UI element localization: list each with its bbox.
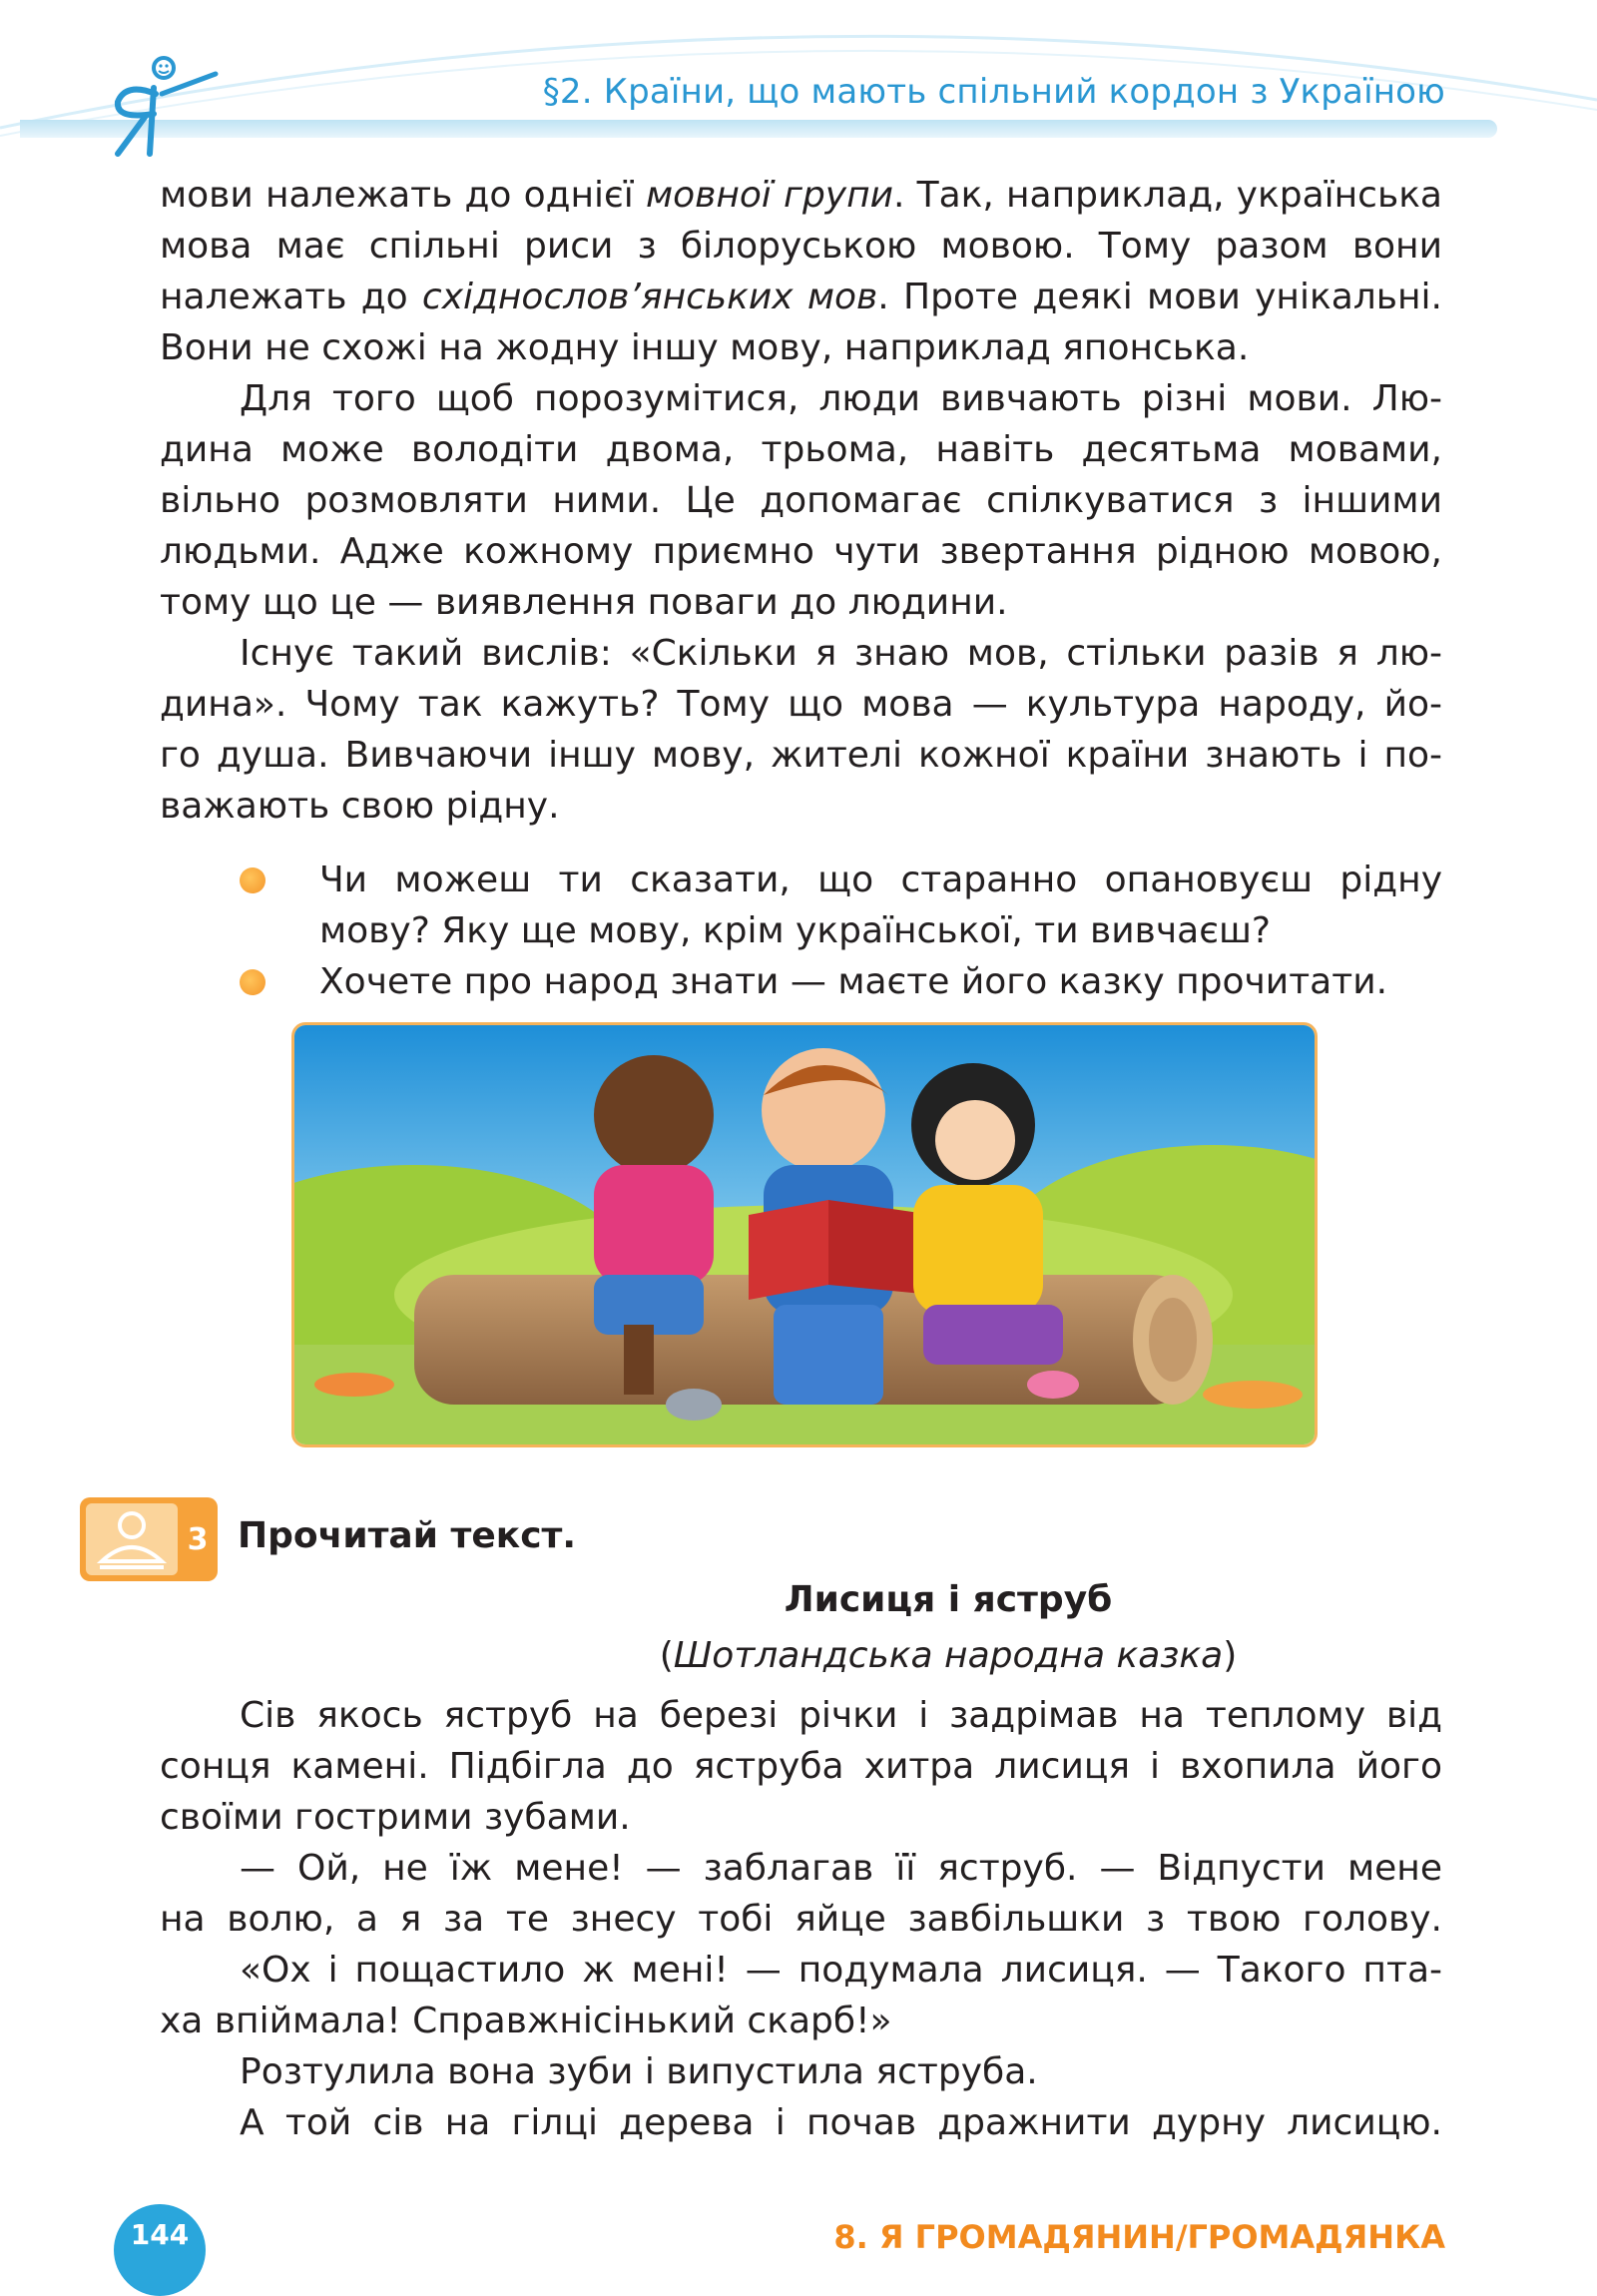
list-item: Хочете про народ знати — маєте його казку прочитати. bbox=[240, 956, 1442, 1007]
paragraph-learning-languages: Для того щоб порозумітися, люди вивчають різні мови. Лю- дина може володіти двома, трьома, навіть десятьма мовами, вільно розмовляти ними. Це допомагає спілкуватися з іншими людьми. Адже кожному приємно чути звертання рідною мовою, тому що це — виявлення поваги до людини. bbox=[160, 378, 1442, 623]
term-east-slavic: східнослов’янських мов bbox=[421, 277, 878, 317]
ya-mascot-icon bbox=[96, 54, 226, 164]
reading-task-icon bbox=[80, 1497, 218, 1581]
story-title: Лисиця і яструб bbox=[784, 1579, 1113, 1620]
list-item: Чи можеш ти сказати, що старанно опановуєш рідну мову? Яку ще мову, крім української, ти вивчаєш? bbox=[240, 855, 1442, 956]
children-reading-illustration bbox=[291, 1022, 1318, 1447]
orange-bullet-icon bbox=[240, 969, 266, 995]
orange-bullet-icon bbox=[240, 867, 266, 893]
page-number-badge bbox=[114, 2204, 206, 2296]
term-language-group: мовної групи bbox=[645, 175, 894, 216]
header-band bbox=[20, 120, 1497, 138]
story-subtitle: (Шотландська народна казка) bbox=[659, 1635, 1238, 1676]
page-number: 144 bbox=[130, 2218, 190, 2251]
question-list bbox=[240, 855, 1442, 1007]
task-instruction: Прочитай текст. bbox=[238, 1515, 577, 1556]
story-text: Сів якось яструб на березі річки і задрімав на теплому від сонця камені. Підбігла до яструба хитра лисиця і вхопила його своїми гострими зубами. — Ой, не їж мене! — заблагав її яструб. — Відпусти мене на волю, а я за те знесу тобі яйце завбільшки з твою голову. «Ох і пощастило ж мені! — подумала лисиця. — Такого пта- ха впіймала! Справжнісінький скарб!» Розтулила вона зуби і випустила яструба. А той сів на гілці дерева і почав дражнити дурну лисицю. bbox=[160, 1695, 1442, 2143]
task-number: 3 bbox=[187, 1522, 209, 1557]
footer-section-title: 8. Я ГРОМАДЯНИН/ГРОМАДЯНКА bbox=[833, 2218, 1445, 2256]
paragraph-languages-groups: мови належать до однієї мовної групи. Так, наприклад, українська мова має спільні риси з білоруською мовою. Тому разом вони належать до східнослов’янських мов. Проте деякі мови унікальні. Вони не схожі на жодну іншу мову, наприклад японська. bbox=[160, 175, 1442, 368]
section-title: §2. Країни, що мають спільний кордон з Україною bbox=[542, 72, 1445, 112]
paragraph-saying: Існує такий вислів: «Скільки я знаю мов, стільки разів я лю- дина». Чому так кажуть? Тому що мова — культура народу, йо- го душа. Вивчаючи іншу мову, жителі кожної країни знають і по- важають свою рідну. bbox=[160, 633, 1442, 827]
